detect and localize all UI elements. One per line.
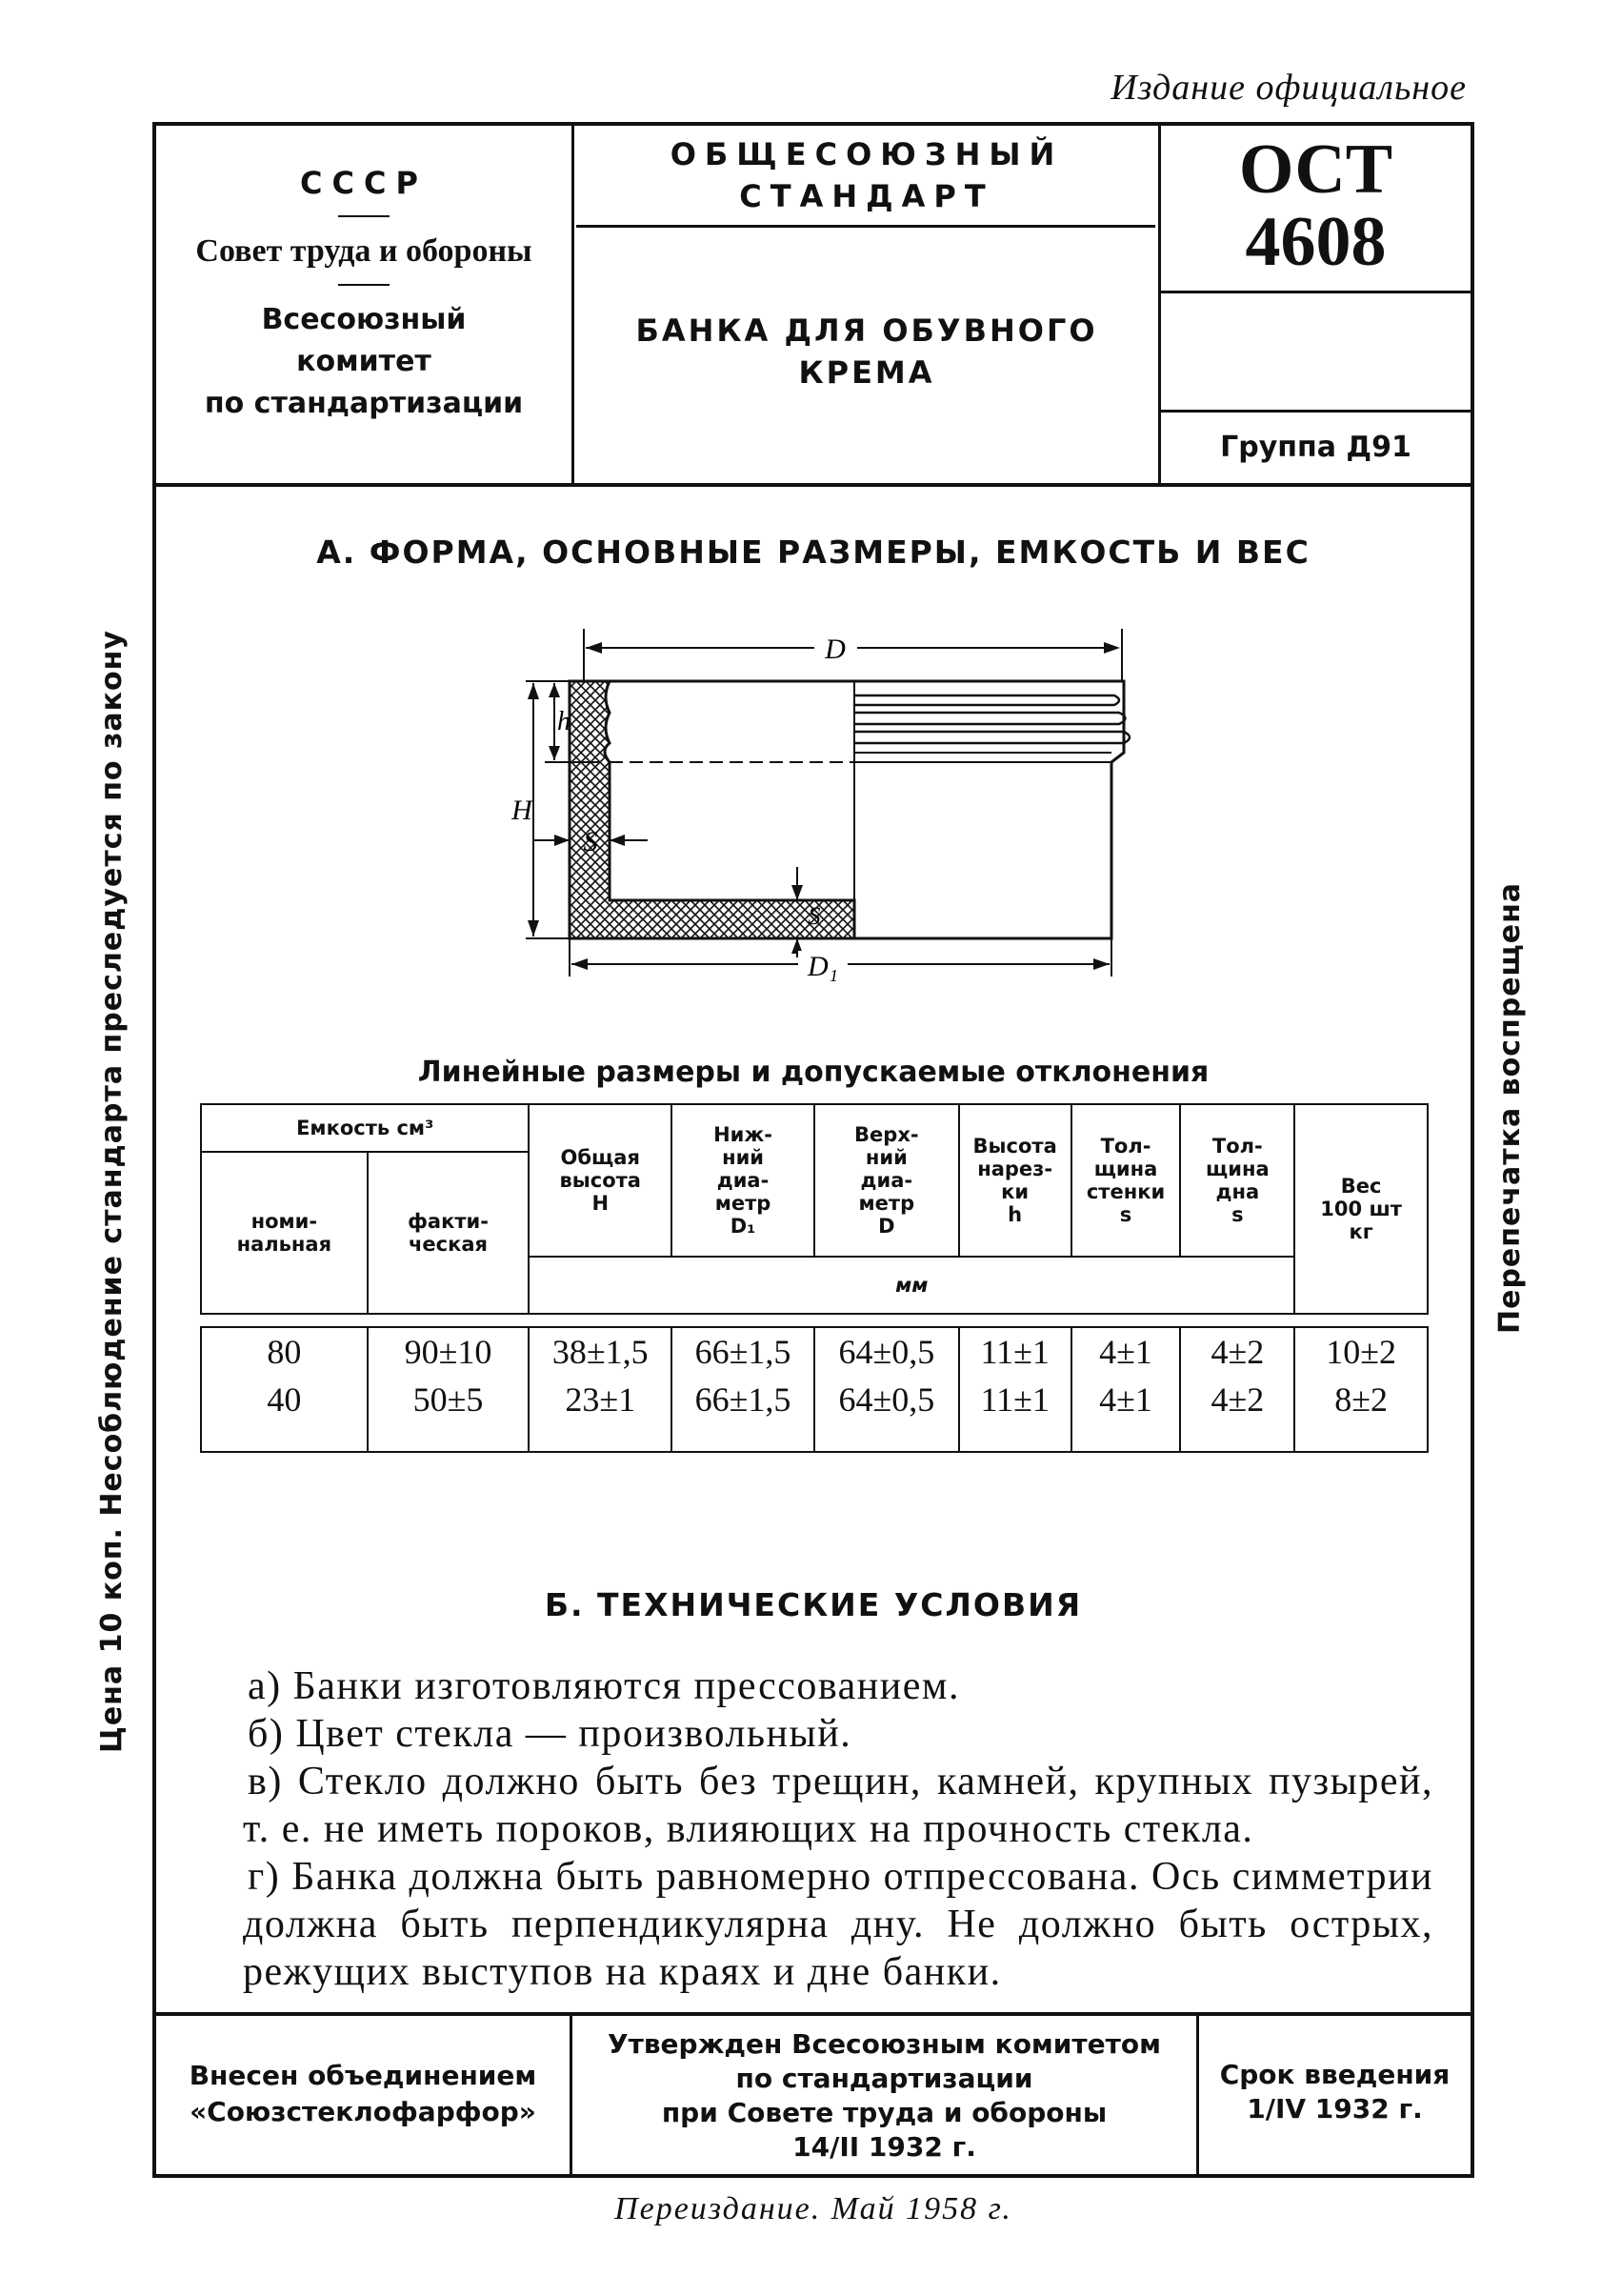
jar-drawing bbox=[495, 629, 1162, 1010]
header-divider-1 bbox=[571, 122, 574, 486]
approved-line-4: 14/II 1932 г. bbox=[792, 2131, 976, 2163]
header-mid-divider bbox=[576, 225, 1155, 228]
approved-line-2: по стандартизации bbox=[735, 2063, 1033, 2094]
group-label: Группа Д91 bbox=[1220, 431, 1411, 464]
cell: 4±2 bbox=[1180, 1327, 1294, 1376]
cell: 64±0,5 bbox=[814, 1327, 959, 1376]
col-nominal-header: номи- нальная bbox=[201, 1152, 368, 1314]
org-dash-1 bbox=[338, 215, 390, 217]
cell: 66±1,5 bbox=[671, 1327, 814, 1376]
jar-wall-section bbox=[570, 681, 854, 938]
effective-block bbox=[1199, 2058, 1471, 2126]
standard-type-line-1: ОБЩЕСОЮЗНЫЙ bbox=[670, 136, 1064, 172]
approved-line-1: Утвержден Всесоюзным комитетом bbox=[608, 2028, 1161, 2060]
label-h: h bbox=[557, 707, 570, 736]
standard-code-prefix: ОСТ bbox=[1238, 131, 1393, 209]
tech-condition-d: г) Банка должна быть равномерно отпрессована. Ось симметрии должна быть перпендикулярна дну. Не должно быть острых, режущих выступов на краях и дне банки. bbox=[243, 1855, 1433, 1994]
dimension-s-wall bbox=[533, 826, 648, 857]
cell: 40 bbox=[201, 1376, 368, 1452]
approved-block bbox=[572, 2027, 1196, 2165]
introduced-line-2: «Союзстеклофарфор» bbox=[190, 2096, 536, 2127]
cell: 23±1 bbox=[529, 1376, 671, 1452]
org-committee-3: по стандартизации bbox=[204, 387, 524, 420]
dimension-D1 bbox=[570, 938, 1111, 982]
col-wall-header: Тол- щина стенки s bbox=[1071, 1104, 1181, 1257]
table-row bbox=[201, 1376, 1428, 1452]
header-bottom-line bbox=[152, 483, 1474, 487]
cell: 64±0,5 bbox=[814, 1376, 959, 1452]
org-country: СССР bbox=[300, 165, 428, 201]
effective-line-2: 1/IV 1932 г. bbox=[1247, 2093, 1423, 2125]
thread-lines bbox=[854, 695, 1130, 743]
header-code-divider-2 bbox=[1161, 410, 1471, 413]
frame-top bbox=[152, 122, 1474, 126]
cell: 80 bbox=[201, 1327, 368, 1376]
introduced-line-1: Внесен объединением bbox=[189, 2060, 537, 2091]
table-gap bbox=[201, 1314, 1428, 1327]
label-D1: D₁ bbox=[807, 951, 839, 982]
col-upper-diam-header: Верх- ний диа- метр D bbox=[814, 1104, 959, 1257]
org-dash-2 bbox=[338, 284, 390, 286]
footer-top-line bbox=[152, 2012, 1474, 2016]
col-weight-header: Вес 100 шт кг bbox=[1294, 1104, 1428, 1314]
cell: 50±5 bbox=[368, 1376, 530, 1452]
cell: 38±1,5 bbox=[529, 1327, 671, 1376]
cell: 4±2 bbox=[1180, 1376, 1294, 1452]
cell: 66±1,5 bbox=[671, 1376, 814, 1452]
cell: 8±2 bbox=[1294, 1376, 1428, 1452]
header-code-divider-1 bbox=[1161, 291, 1471, 293]
standard-type-line-2: СТАНДАРТ bbox=[739, 178, 994, 214]
dimension-D bbox=[584, 629, 1122, 681]
cell: 11±1 bbox=[959, 1376, 1071, 1452]
col-bottom-header: Тол- щина дна s bbox=[1180, 1104, 1294, 1257]
standard-type bbox=[575, 133, 1158, 217]
effective-line-1: Срок введения bbox=[1219, 2059, 1451, 2090]
org-committee-2: комитет bbox=[296, 345, 431, 378]
cell: 4±1 bbox=[1071, 1327, 1181, 1376]
label-s-bottom: S bbox=[808, 902, 821, 930]
edition-label: Издание официальное bbox=[1111, 68, 1467, 108]
col-lower-diam-header: Ниж- ний диа- метр D₁ bbox=[671, 1104, 814, 1257]
side-note-right: Перепечатка воспрещена bbox=[1493, 881, 1527, 1334]
section-b-title: Б. ТЕХНИЧЕСКИЕ УСЛОВИЯ bbox=[544, 1586, 1083, 1623]
side-note-left: Цена 10 коп. Несоблюдение стандарта преследуется по закону bbox=[95, 630, 129, 1753]
document-title-line-1: БАНКА ДЛЯ ОБУВНОГО bbox=[635, 312, 1098, 349]
dimensions-table bbox=[200, 1103, 1429, 1453]
label-D: D bbox=[825, 634, 846, 665]
capacity-group-header: Емкость см³ bbox=[201, 1104, 529, 1152]
table-caption: Линейные размеры и допускаемые отклонения bbox=[417, 1056, 1210, 1089]
org-council: Совет труда и обороны bbox=[195, 233, 532, 269]
frame-right bbox=[1471, 122, 1474, 2178]
tech-condition-a: а) Банки изготовляются прессованием. bbox=[248, 1664, 960, 1708]
col-height-header: Общая высота H bbox=[529, 1104, 671, 1257]
unit-row: мм bbox=[529, 1257, 1294, 1314]
tech-condition-b: б) Цвет стекла — произвольный. bbox=[248, 1712, 852, 1756]
cell: 90±10 bbox=[368, 1327, 530, 1376]
label-H: H bbox=[511, 795, 532, 826]
reprint-note: Переиздание. Май 1958 г. bbox=[614, 2191, 1012, 2226]
org-committee-1: Всесоюзный bbox=[261, 303, 467, 336]
standard-code-number: 4608 bbox=[1245, 203, 1387, 281]
tech-condition-c: в) Стекло должно быть без трещин, камней, крупных пузырей, т. е. не иметь пороков, влияющих на прочность стекла. bbox=[243, 1760, 1433, 1851]
col-actual-header: факти- ческая bbox=[368, 1152, 530, 1314]
frame-left bbox=[152, 122, 156, 2178]
col-thread-header: Высота нарез- ки h bbox=[959, 1104, 1071, 1257]
introduced-block bbox=[156, 2058, 570, 2130]
approved-line-3: при Совете труда и обороны bbox=[661, 2097, 1108, 2128]
section-a-title: А. ФОРМА, ОСНОВНЫЕ РАЗМЕРЫ, ЕМКОСТЬ И ВЕС bbox=[316, 534, 1311, 571]
document-title-line-2: КРЕМА bbox=[798, 354, 935, 391]
cell: 10±2 bbox=[1294, 1327, 1428, 1376]
org-block bbox=[156, 162, 571, 425]
frame-bottom bbox=[152, 2174, 1474, 2178]
document-title bbox=[575, 310, 1158, 393]
cell: 11±1 bbox=[959, 1327, 1071, 1376]
cell: 4±1 bbox=[1071, 1376, 1181, 1452]
table-row bbox=[201, 1327, 1428, 1376]
label-s-wall: S bbox=[583, 826, 598, 857]
standard-code bbox=[1161, 131, 1471, 281]
